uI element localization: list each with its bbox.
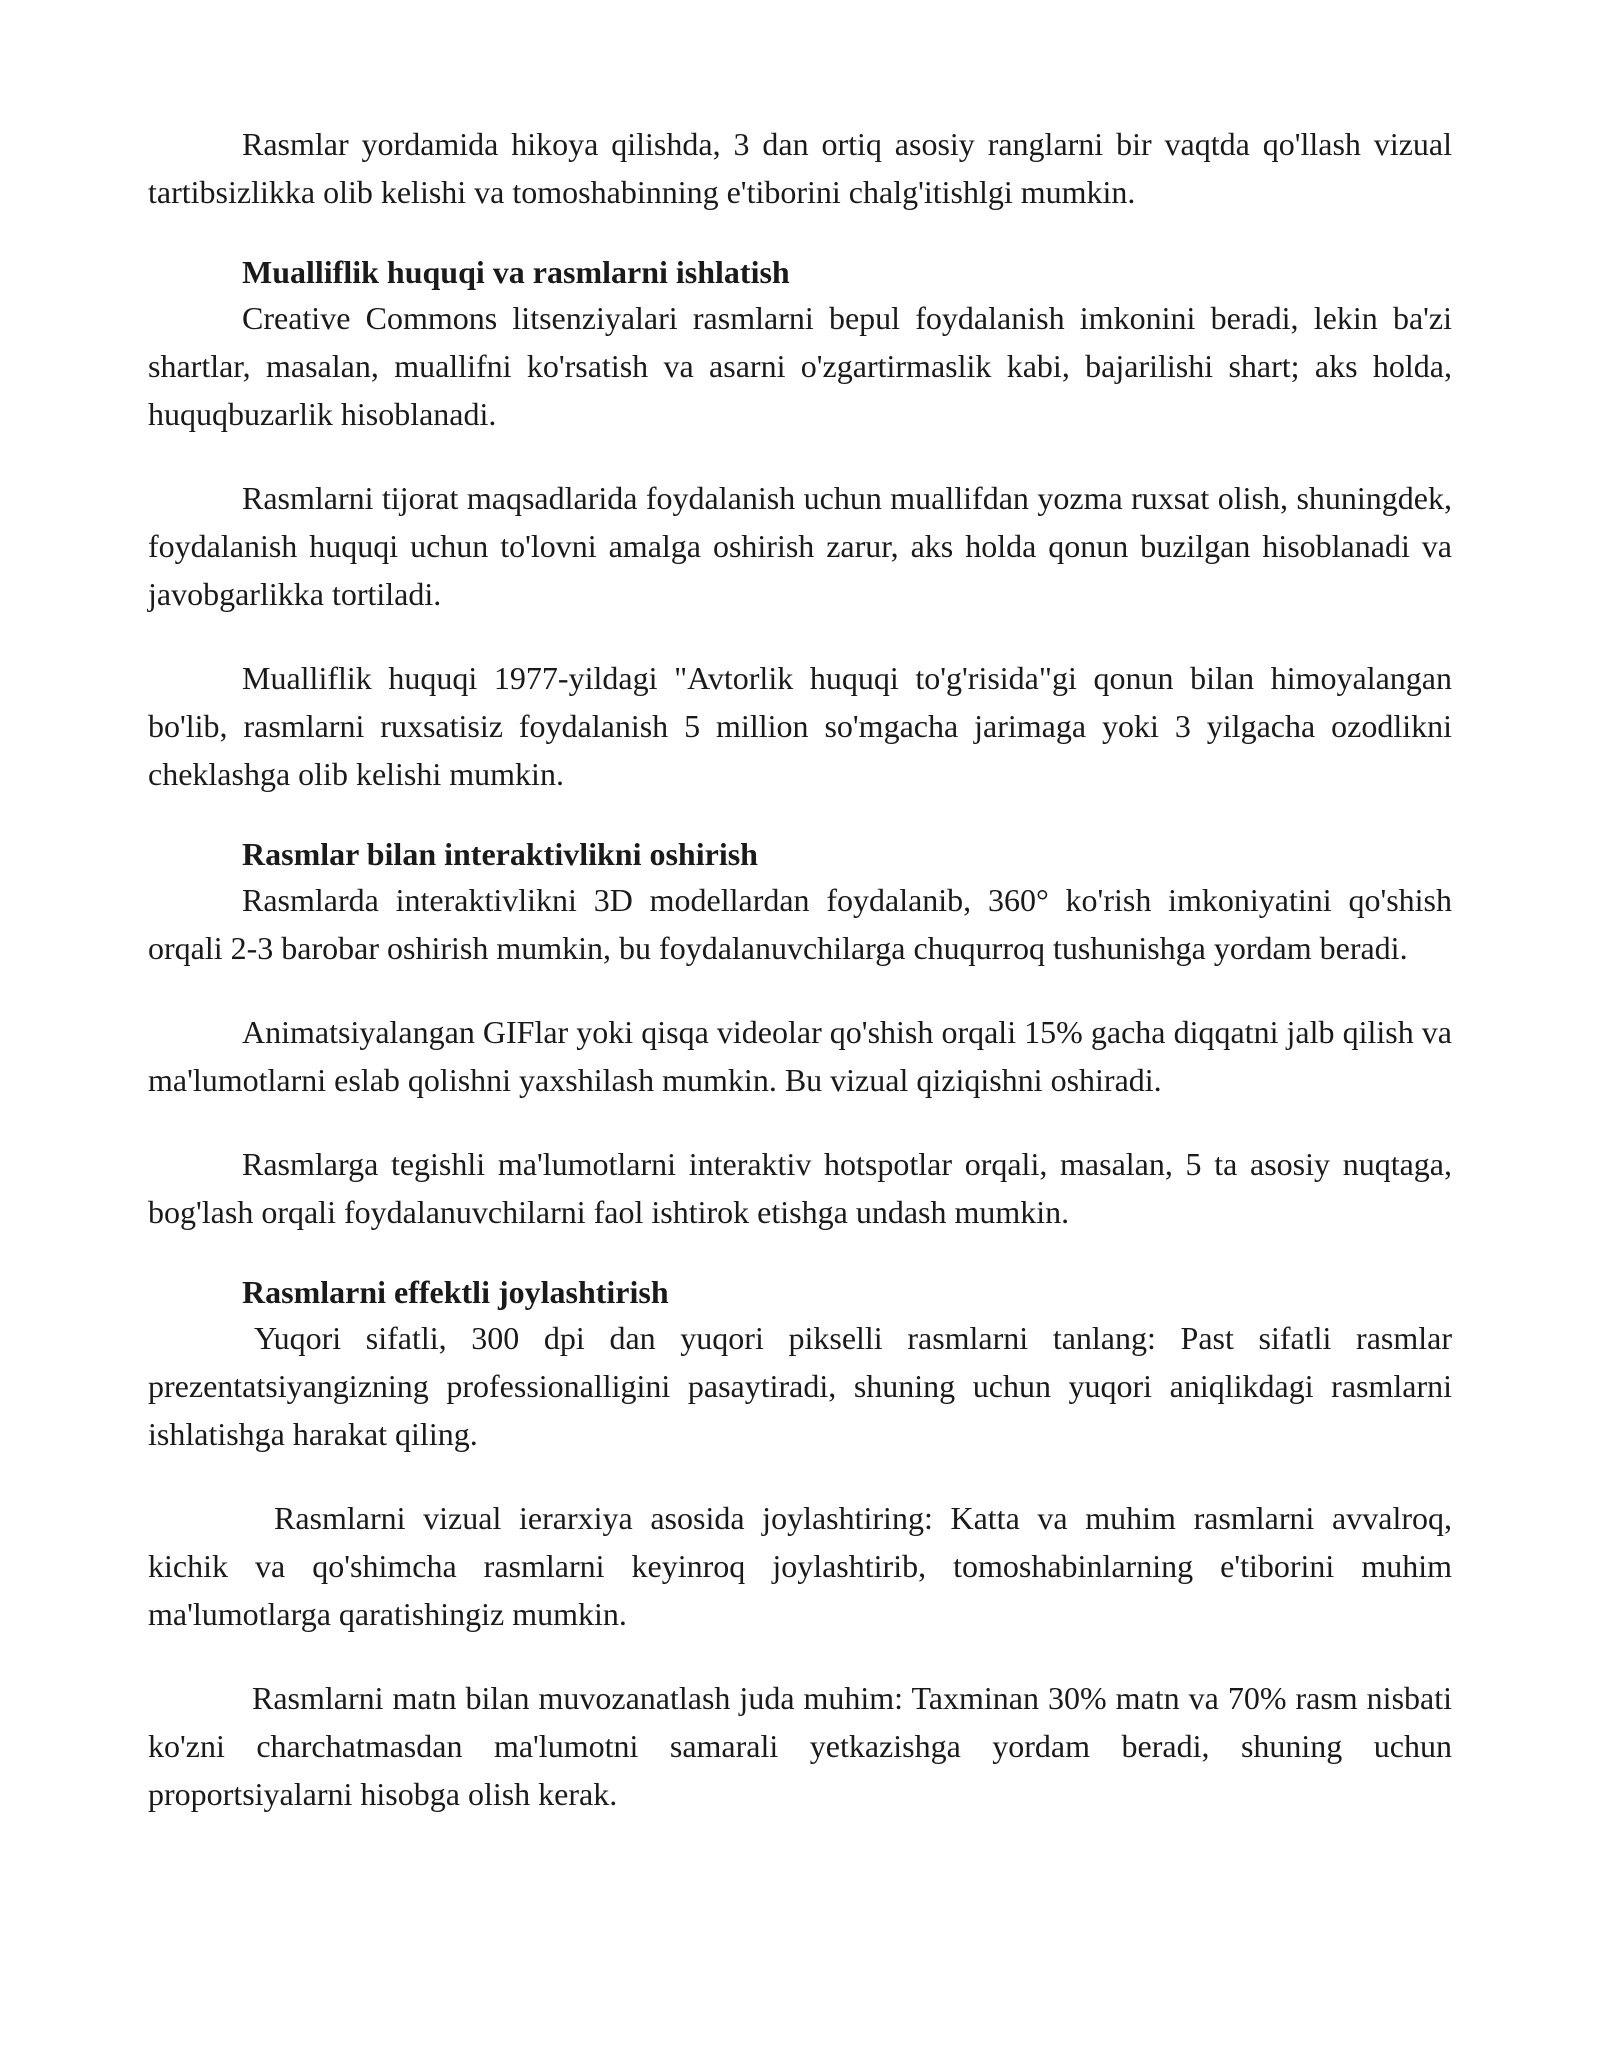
- heading-placement: Rasmlarni effektli joylashtirish: [242, 1274, 669, 1310]
- paragraph-commercial-use: Rasmlarni tijorat maqsadlarida foydalanish uchun muallifdan yozma ruxsat olish, shuningdek, foydalanish huquqi uchun to'lovni amalga oshirish zarur, aks holda qonun buzilgan hisoblanadi va javobgarlikka tortiladi.: [148, 480, 1452, 612]
- paragraph-animated-gifs: Animatsiyalangan GIFlar yoki qisqa videolar qo'shish orqali 15% gacha diqqatni jalb qilish va ma'lumotlarni eslab qolishni yaxshilash mumkin. Bu vizual qiziqishni oshiradi.: [148, 1014, 1452, 1098]
- heading-interactivity: Rasmlar bilan interaktivlikni oshirish: [242, 836, 758, 872]
- paragraph-colors: Rasmlar yordamida hikoya qilishda, 3 dan ortiq asosiy ranglarni bir vaqtda qo'llash vizual tartibsizlikka olib kelishi va tomoshabinning e'tiborini chalg'itishlgi mumkin.: [148, 126, 1452, 210]
- paragraph-hotspots: Rasmlarga tegishli ma'lumotlarni interaktiv hotspotlar orqali, masalan, 5 ta asosiy nuqtaga, bog'lash orqali foydalanuvchilarni faol ishtirok etishga undash mumkin.: [148, 1146, 1452, 1230]
- heading-copyright: Mualliflik huquqi va rasmlarni ishlatish: [242, 254, 790, 290]
- paragraph-creative-commons: Creative Commons litsenziyalari rasmlarni bepul foydalanish imkonini beradi, lekin ba'zi shartlar, masalan, muallifni ko'rsatish va asarni o'zgartirmaslik kabi, bajarilishi shart; aks holda, huquqbuzarlik hisoblanadi.: [148, 300, 1452, 432]
- paragraph-3d-models: Rasmlarda interaktivlikni 3D modellardan foydalanib, 360° ko'rish imkoniyatini qo'shish orqali 2-3 barobar oshirish mumkin, bu foydalanuvchilarga chuqurroq tushunishga yordam beradi.: [148, 882, 1452, 966]
- paragraph-high-quality: Yuqori sifatli, 300 dpi dan yuqori pikselli rasmlarni tanlang: Past sifatli rasmlar prezentatsiyangizning professionalligini pasaytiradi, shuning uchun yuqori aniqlikdagi rasmlarni ishlatishga harakat qiling.: [148, 1320, 1452, 1452]
- document-page: [148, 120, 1452, 1818]
- paragraph-visual-hierarchy: Rasmlarni vizual ierarxiya asosida joylashtiring: Katta va muhim rasmlarni avvalroq, kichik va qo'shimcha rasmlarni keyinroq joylashtirib, tomoshabinlarning e'tiborini muhim ma'lumotlarga qaratishingiz mumkin.: [148, 1500, 1452, 1632]
- paragraph-copyright-law: Mualliflik huquqi 1977-yildagi "Avtorlik huquqi to'g'risida"gi qonun bilan himoyalangan bo'lib, rasmlarni ruxsatisiz foydalanish 5 million so'mgacha jarimaga yoki 3 yilgacha ozodlikni cheklashga olib kelishi mumkin.: [148, 660, 1452, 792]
- paragraph-text-balance: Rasmlarni matn bilan muvozanatlash juda muhim: Taxminan 30% matn va 70% rasm nisbati ko'zni charchatmasdan ma'lumotni samarali yetkazishga yordam beradi, shuning uchun proportsiyalarni hisobga olish kerak.: [148, 1680, 1452, 1812]
